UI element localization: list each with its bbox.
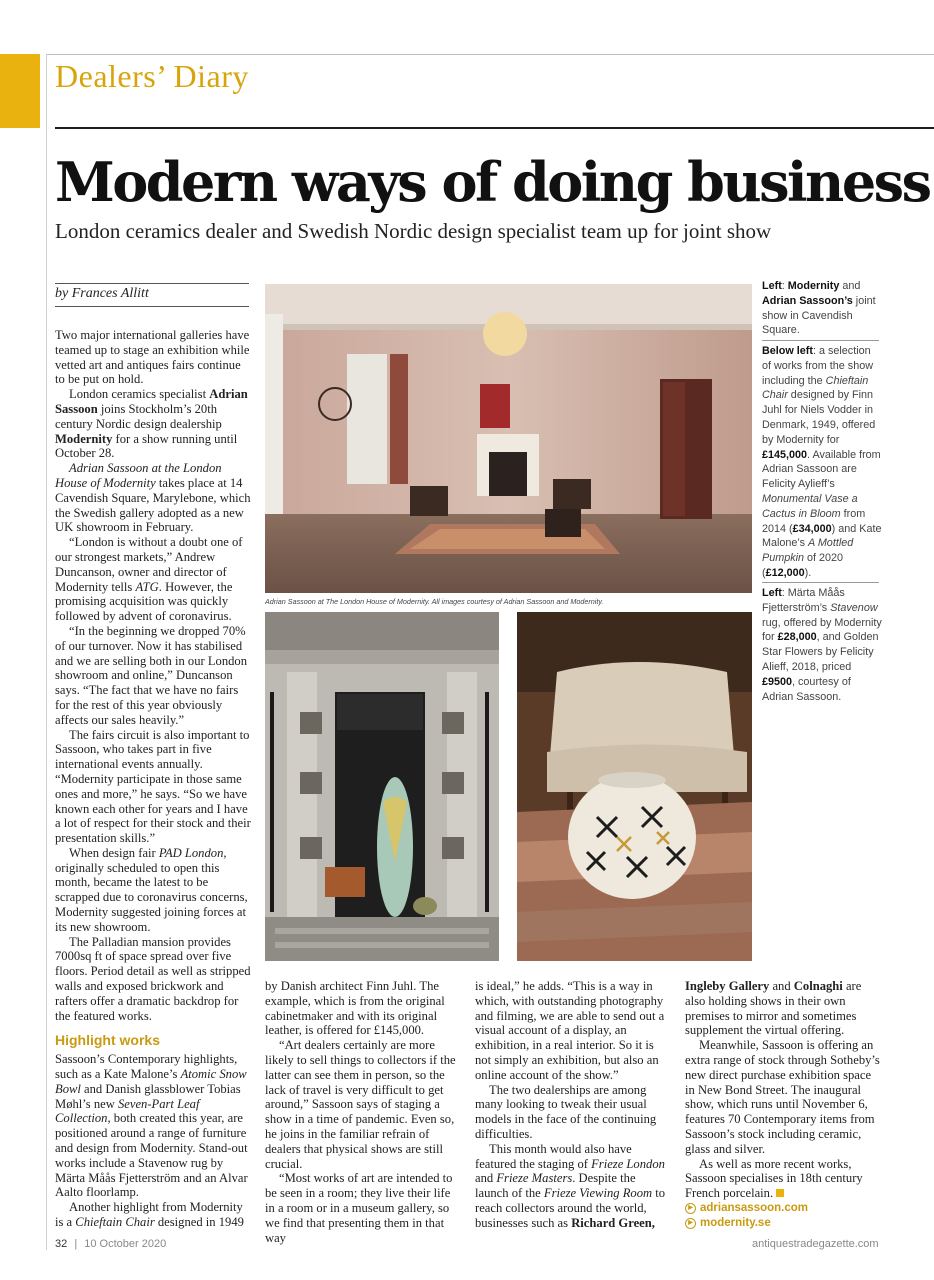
headline: Modern ways of doing business: [55, 150, 930, 214]
article-column-4: [685, 979, 881, 1231]
caption-divider: [762, 340, 879, 341]
link-modernity[interactable]: ▶ modernity.se: [685, 1216, 881, 1231]
paragraph: As well as more recent works, Sassoon specialises in 18th century French porcelain.: [685, 1156, 863, 1201]
header-rule: [55, 127, 934, 129]
photo-showroom-interior: [265, 284, 752, 593]
section-tab: [0, 54, 40, 128]
paragraph: “Most works of art are intended to be seen in a room; they live their life in a room or in a museum gallery, so we find that presenting them in that way: [265, 1171, 453, 1245]
caption-divider: [762, 582, 879, 583]
article-column-1: [55, 328, 252, 1230]
link-adriansassoon[interactable]: ▶ adriansassoon.com: [685, 1201, 881, 1216]
article-column-3: [475, 979, 671, 1231]
paragraph: Two major international galleries have teamed up to stage an exhibition while vetted art and antiques fairs continue to be put on hold.: [55, 328, 250, 387]
paragraph: “Art dealers certainly are more likely to sell things to collectors if the latter can see them in person, so the lack of travel is very difficult to get around,” Sassoon says of staging a show in a time of pandemic. Even so, he joins in the familiar refrain of dealers that physical shows are still crucial.: [265, 1038, 456, 1171]
page-number: 32: [55, 1238, 68, 1250]
photo-chair-and-bowl: [517, 612, 752, 961]
standfirst: London ceramics dealer and Swedish Nordic design specialist team up for joint show: [55, 219, 772, 243]
paragraph: Adrian Sassoon at the London House of Modernity takes place at 14 Cavendish Square, Marylebone, which the Swedish gallery adopted as a new UK showroom in February.: [55, 461, 251, 535]
end-square-icon: [776, 1189, 784, 1197]
left-margin-rule: [46, 54, 47, 1250]
paragraph: The two dealerships are among many looking to tweak their usual models in the face of the continuing difficulties.: [475, 1082, 657, 1141]
footer-separator: |: [74, 1238, 78, 1250]
photo-doorway-with-vase: [265, 612, 499, 961]
paragraph: Meanwhile, Sassoon is offering an extra range of stock through Sotheby’s new direct purchase exhibition space in New Bond Street. The inaugural show, which runs until November 6, features 70 Contemporary items from Sassoon’s stock including ceramic, glass and silver.: [685, 1038, 880, 1156]
paragraph: is ideal,” he adds. “This is a way in which, with outstanding photography and filming, we are able to send out a visual account of a display, an exhibition, in a real interior. So it is not simply an exhibition, but also an online account of the show.”: [475, 979, 665, 1082]
footer-website: antiquestradegazette.com: [752, 1238, 879, 1250]
side-caption-1: Left: Modernity and Adrian Sassoon’s joint show in Cavendish Square.: [762, 280, 876, 337]
byline-rule-top: [55, 283, 249, 284]
play-circle-icon: ▶: [685, 1203, 696, 1214]
paragraph: This month would also have featured the staging of Frieze London and Frieze Masters. Despite the launch of the Frieze Viewing Room to reach collectors around the world, businesses such as Richard Green,: [475, 1141, 666, 1230]
section-title: Dealers’ Diary: [55, 58, 249, 94]
paragraph: “In the beginning we dropped 70% of our turnover. Now it has stabilised and we are selling both in our London showroom and online,” Duncanson says. “The fact that we have no fairs for the rest of this year obviously affects our sales heavily.”: [55, 623, 248, 727]
play-circle-icon: ▶: [685, 1218, 696, 1229]
footer-page-info: [55, 1238, 166, 1250]
paragraph: London ceramics specialist Adrian Sassoon joins Stockholm’s 20th century Nordic design dealership Modernity for a show running until October 28.: [55, 387, 248, 461]
paragraph: “London is without a doubt one of our strongest markets,” Andrew Duncanson, owner and director of Modernity tells ATG. However, the promising acquisition was quickly followed by advent of coronavirus.: [55, 535, 243, 624]
side-caption-2: Below left: a selection of works from the show including the Chieftain Chair designed by Finn Juhl for Niels Vodder in Denmark, 1949, offered by Modernity for £145,000. Available from Adrian Sassoon are Felicity Aylieff’s Monumental Vase a Cactus in Bloom from 2014 (£34,000) and Kate Malone’s A Mottled Pumpkin of 2020 (£12,000).: [762, 345, 882, 579]
side-caption-3: Left: Märta Måås Fjetterström’s Stavenow rug, offered by Modernity for £28,000, and Golden Star Flowers by Felicity Alieff, 2018, priced £9500, courtesy of Adrian Sassoon.: [762, 587, 882, 703]
photo-caption: Adrian Sassoon at The London House of Modernity. All images courtesy of Adrian Sassoon and Modernity.: [265, 597, 604, 606]
byline: by Frances Allitt: [55, 286, 149, 301]
paragraph: The Palladian mansion provides 7000sq ft of space spread over five floors. Period detail as well as stripped walls and exposed brickwork and rafters offer a dramatic backdrop for the featured works.: [55, 934, 251, 1023]
subheading: Highlight works: [55, 1032, 160, 1049]
paragraph: Ingleby Gallery and Colnaghi are also holding shows in their own premises to mirror and sometimes supplement the virtual offering.: [685, 979, 862, 1038]
paragraph: Sassoon’s Contemporary highlights, such as a Kate Malone’s Atomic Snow Bowl and Danish glassblower Tobias Møhl’s new Seven-Part Leaf Collection, both created this year, are positioned around a range of furniture and design from Modernity. Stand-out works include a Stavenow rug by Märta Måås Fjetterström and an Alvar Aalto floorlamp.: [55, 1052, 248, 1200]
article-column-2: [265, 979, 461, 1245]
issue-date: 10 October 2020: [84, 1238, 167, 1250]
byline-rule-bottom: [55, 306, 249, 307]
top-rule: [46, 54, 934, 55]
paragraph: by Danish architect Finn Juhl. The example, which is from the original cabinetmaker and with its original leather, is offered for £145,000.: [265, 979, 445, 1038]
paragraph: When design fair PAD London, originally scheduled to open this month, became the latest to be scrapped due to coronavirus concerns, Modernity suggested joining forces at its new showroom.: [55, 845, 248, 934]
paragraph: Another highlight from Modernity is a Chieftain Chair designed in 1949: [55, 1200, 244, 1230]
paragraph: The fairs circuit is also important to Sassoon, who takes part in five international events annually. “Modernity participate in those same ones and more,” he says. “So we have known each other for years and I have a lot of respect for their stock and their presentation skills.”: [55, 727, 251, 846]
